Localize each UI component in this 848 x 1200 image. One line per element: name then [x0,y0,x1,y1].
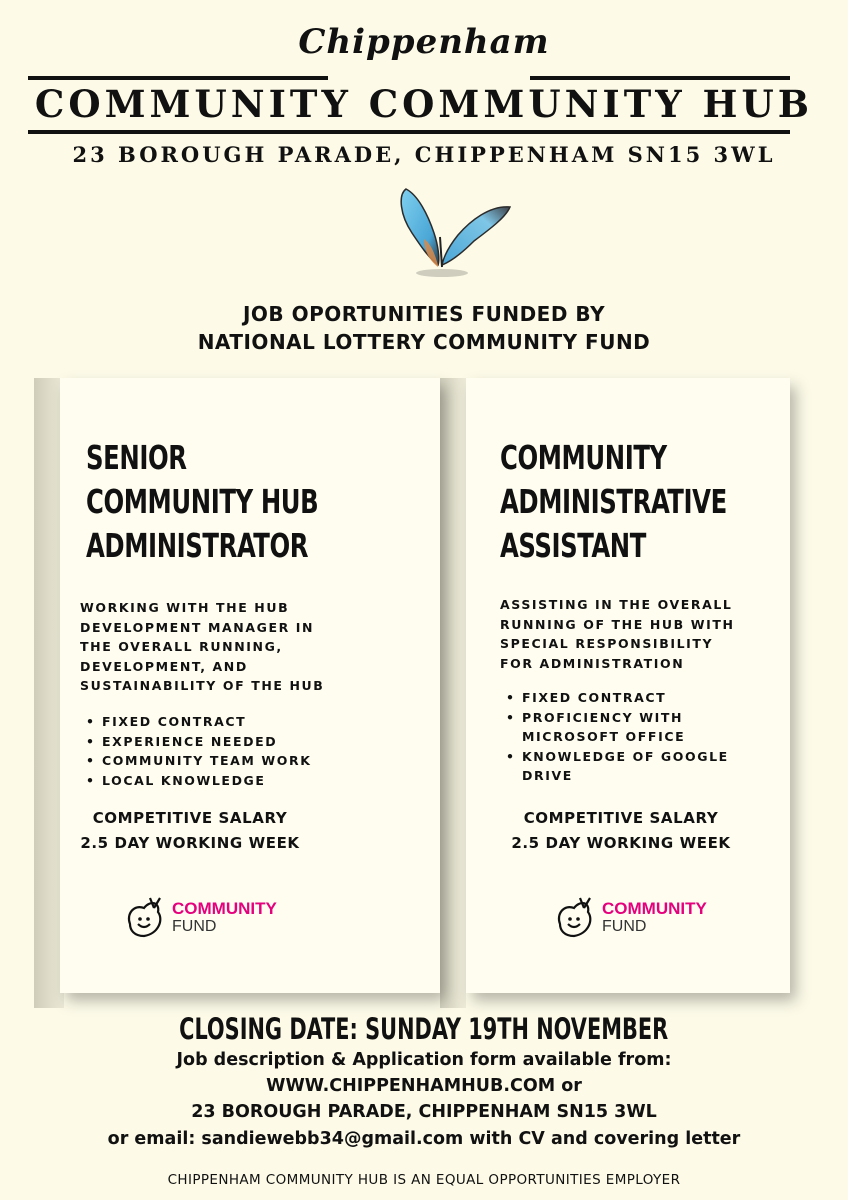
bottom-rule [28,130,790,134]
requirement-item: • FIXED CONTRACT [500,688,750,708]
top-rule-left [28,76,328,80]
equal-opportunities-notice: CHIPPENHAM COMMUNITY HUB IS AN EQUAL OPPORTUNITIES EMPLOYER [167,1172,681,1188]
job-title-line: SENIOR [86,438,187,477]
description-line: RUNNING OF THE HUB WITH [500,616,735,632]
closing-date [0,1012,848,1046]
closing-date-text: CLOSING DATE: SUNDAY 19TH NOVEMBER [179,1012,669,1046]
logo-fund-text: FUND [602,918,647,935]
job-title [86,436,318,568]
job-title-line: ADMINISTRATIVE [500,482,727,521]
crossed-fingers-icon [120,894,168,942]
funded-line-2: NATIONAL LOTTERY COMMUNITY FUND [197,330,651,354]
card-shade-middle [440,378,466,1008]
job-requirements-list [80,712,400,790]
description-line: FOR ADMINISTRATION [500,655,685,671]
requirement-item: • KNOWLEDGE OF GOOGLE DRIVE [500,747,750,786]
requirement-item: • FIXED CONTRACT [80,712,400,732]
job-salary-block [60,806,320,856]
crossed-fingers-icon [550,894,598,942]
logo-fund-text: FUND [172,918,217,935]
job-description [500,595,735,673]
description-line: SUSTAINABILITY OF THE HUB [80,678,325,693]
job-title [500,436,727,568]
salary-text: COMPETITIVE SALARY [523,809,719,827]
description-line: DEVELOPMENT, AND [80,658,248,674]
community-fund-logo [120,894,277,942]
job-title-line: COMMUNITY HUB [86,482,319,521]
butterfly-icon [390,185,514,280]
job-title-line: ADMINISTRATOR [86,526,309,565]
requirement-item: • PROFICIENCY WITH MICROSOFT OFFICE [500,708,750,747]
job-description [80,598,324,696]
job-title-line: COMMUNITY [500,438,667,477]
description-line: ASSISTING IN THE OVERALL [500,597,733,612]
job-title-line: ASSISTANT [500,526,646,565]
requirement-item: • EXPERIENCE NEEDED [80,732,400,752]
footer-address: 23 BOROUGH PARADE, CHIPPENHAM SN15 3WL [191,1102,657,1122]
funded-heading [0,300,848,356]
job-card-senior-administrator [60,378,440,993]
main-title: COMMUNITY COMMUNITY HUB [34,82,814,126]
requirement-item: • LOCAL KNOWLEDGE [80,771,400,791]
hours-text: 2.5 DAY WORKING WEEK [511,834,731,852]
top-rule-right [530,76,790,80]
job-requirements-list [500,688,750,786]
requirement-item: • COMMUNITY TEAM WORK [80,751,400,771]
hours-text: 2.5 DAY WORKING WEEK [80,834,300,852]
community-fund-logo [550,894,707,942]
description-line: THE OVERALL RUNNING, [80,639,283,654]
funded-line-1: JOB OPORTUNITIES FUNDED BY [242,302,606,326]
footer-line-1: Job description & Application form available from: [176,1050,672,1070]
logo-community-text: COMMUNITY [602,899,707,918]
description-line: WORKING WITH THE HUB [80,600,290,615]
address-title: 23 BOROUGH PARADE, CHIPPENHAM SN15 3WL [72,142,776,167]
salary-text: COMPETITIVE SALARY [92,809,288,827]
logo-community-text: COMMUNITY [172,899,277,918]
job-salary-block [496,806,746,856]
script-title: Chippenham [298,22,550,62]
job-card-administrative-assistant [466,378,790,993]
website-link[interactable]: WWW.CHIPPENHAMHUB.COM or [266,1076,582,1096]
description-line: DEVELOPMENT MANAGER IN [80,619,315,635]
description-line: SPECIAL RESPONSIBILITY [500,636,714,651]
email-contact[interactable]: or email: sandiewebb34@gmail.com with CV and covering letter [107,1129,741,1149]
